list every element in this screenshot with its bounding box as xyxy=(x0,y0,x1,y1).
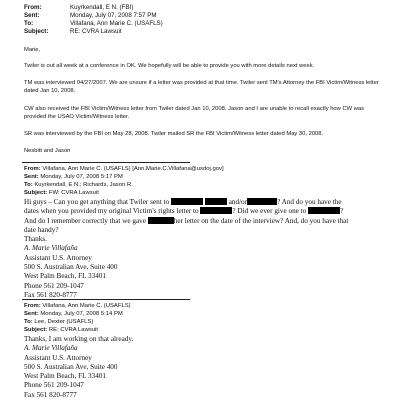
paragraph-3: CW also received the FBI Victim/Witness letter from Twiler dated Jan 10, 2008. Jason and I are unable to recall exactly how CW was provided the USAO Victim/Witness letter. xyxy=(24,106,365,120)
subject-value: RE: CVRA Lawsuit xyxy=(48,327,98,333)
redaction-block xyxy=(205,198,227,205)
signature-phone: Phone 561 209-1047 xyxy=(24,381,84,390)
redaction-block xyxy=(171,198,203,205)
to-value: Lee, Dexter (USAFLS) xyxy=(34,319,94,325)
email3-body xyxy=(24,335,384,400)
body-text: ? xyxy=(340,207,344,216)
sent-value: Monday, July 07, 2008 5:17 PM xyxy=(40,174,123,180)
subject-label: Subject: xyxy=(24,327,48,333)
body-text: Hi guys – Can you get anything that Twiler sent to xyxy=(24,198,170,206)
sent-value: Monday, July 07, 2008 5:14 PM xyxy=(40,311,123,317)
subject-value: FW: CVRA Lawsuit xyxy=(48,190,99,196)
body-text: ? Did we ever give one to xyxy=(232,207,307,216)
signature-address-1: 500 S. Australian Ave, Suite 400 xyxy=(24,362,118,371)
signature-address-2: West Palm Beach, FL 33401 xyxy=(24,272,106,281)
body-text: ? And do you have the xyxy=(277,198,342,206)
signature-title: Assistant U.S. Attorney xyxy=(24,353,92,362)
body-text: And do I remember correctly that we gave xyxy=(24,216,146,225)
signature-name: A. Marie Villafaña xyxy=(24,344,78,353)
subject-label: Subject: xyxy=(24,28,49,35)
signature-address-2: West Palm Beach, FL 33401 xyxy=(24,372,106,381)
to-label: To: xyxy=(24,20,34,27)
email1-header xyxy=(24,4,163,36)
body-text: dates when you provided my original Victim's rights letter to xyxy=(24,207,199,216)
email3-header xyxy=(24,302,131,334)
body-text: her letter on the date of the interview? And, do you have that xyxy=(173,216,349,225)
from-label: From: xyxy=(24,303,41,309)
paragraph-4: SR was interviewed by the FBI on May 28, 2008. Twiler mailed SR the FBI Victim/Witness letter dated May 30, 2008. xyxy=(24,131,324,137)
body-text: date handy? xyxy=(24,225,59,234)
signature-phone: Phone 561 209-1047 xyxy=(24,281,84,290)
body-text: Thanks, I am working on that already. xyxy=(24,335,134,343)
signature-name: A. Marie Villafaña xyxy=(24,244,78,253)
signoff: Nesbitt and Jason xyxy=(24,148,71,154)
from-label: From: xyxy=(24,4,42,11)
from-value: Villafana, Ann Marie C. (USAFLS) xyxy=(42,303,131,309)
divider xyxy=(22,162,190,163)
to-value: Villafana, Ann Marie C. (USAFLS) xyxy=(70,20,163,27)
to-label: To: xyxy=(24,182,33,188)
from-value: Kuyrkendall, E N. (FBI) xyxy=(70,4,134,11)
thanks: Thanks. xyxy=(24,235,47,244)
signature-address-1: 500 S. Australian Ave, Suite 400 xyxy=(24,263,118,272)
greeting: Marie, xyxy=(24,47,41,53)
signature-fax: Fax 561 820-8777 xyxy=(24,290,77,299)
paragraph-1: Twiler is out all week at a conference in OK. We hopefully will be able to provide you with more details next week. xyxy=(24,63,315,69)
redaction-block xyxy=(308,207,340,214)
sent-label: Sent: xyxy=(24,174,39,180)
redaction-block xyxy=(200,207,232,214)
from-label: From: xyxy=(24,166,41,172)
sent-label: Sent: xyxy=(24,12,40,19)
signature-fax: Fax 561 820-8777 xyxy=(24,390,77,399)
to-value: Kuyrkendall, E N.; Richards, Jason R. xyxy=(34,182,133,188)
subject-value: RE: CVRA Lawsuit xyxy=(70,28,122,35)
paragraph-2: TM was interviewed 04/27/2007. We are unsure if a letter was provided at that time. Twiler sent TM's Attorney the FBI Victim/Witness letter dated Jan 10, 2008. xyxy=(24,80,379,94)
from-value: Villafana, Ann Marie C. (USAFLS) [Ann.Marie.C.Villafana@usdoj.gov] xyxy=(42,166,224,172)
redaction-block xyxy=(148,217,174,224)
sent-label: Sent: xyxy=(24,311,39,317)
email2-body xyxy=(24,198,384,300)
sent-value: Monday, July 07, 2008 7:57 PM xyxy=(70,12,157,19)
redaction-block xyxy=(247,198,277,205)
signature-title: Assistant U.S. Attorney xyxy=(24,253,92,262)
divider xyxy=(22,299,190,300)
to-label: To: xyxy=(24,319,33,325)
body-text: and/or xyxy=(228,198,248,206)
subject-label: Subject: xyxy=(24,190,48,196)
email2-header xyxy=(24,165,224,197)
